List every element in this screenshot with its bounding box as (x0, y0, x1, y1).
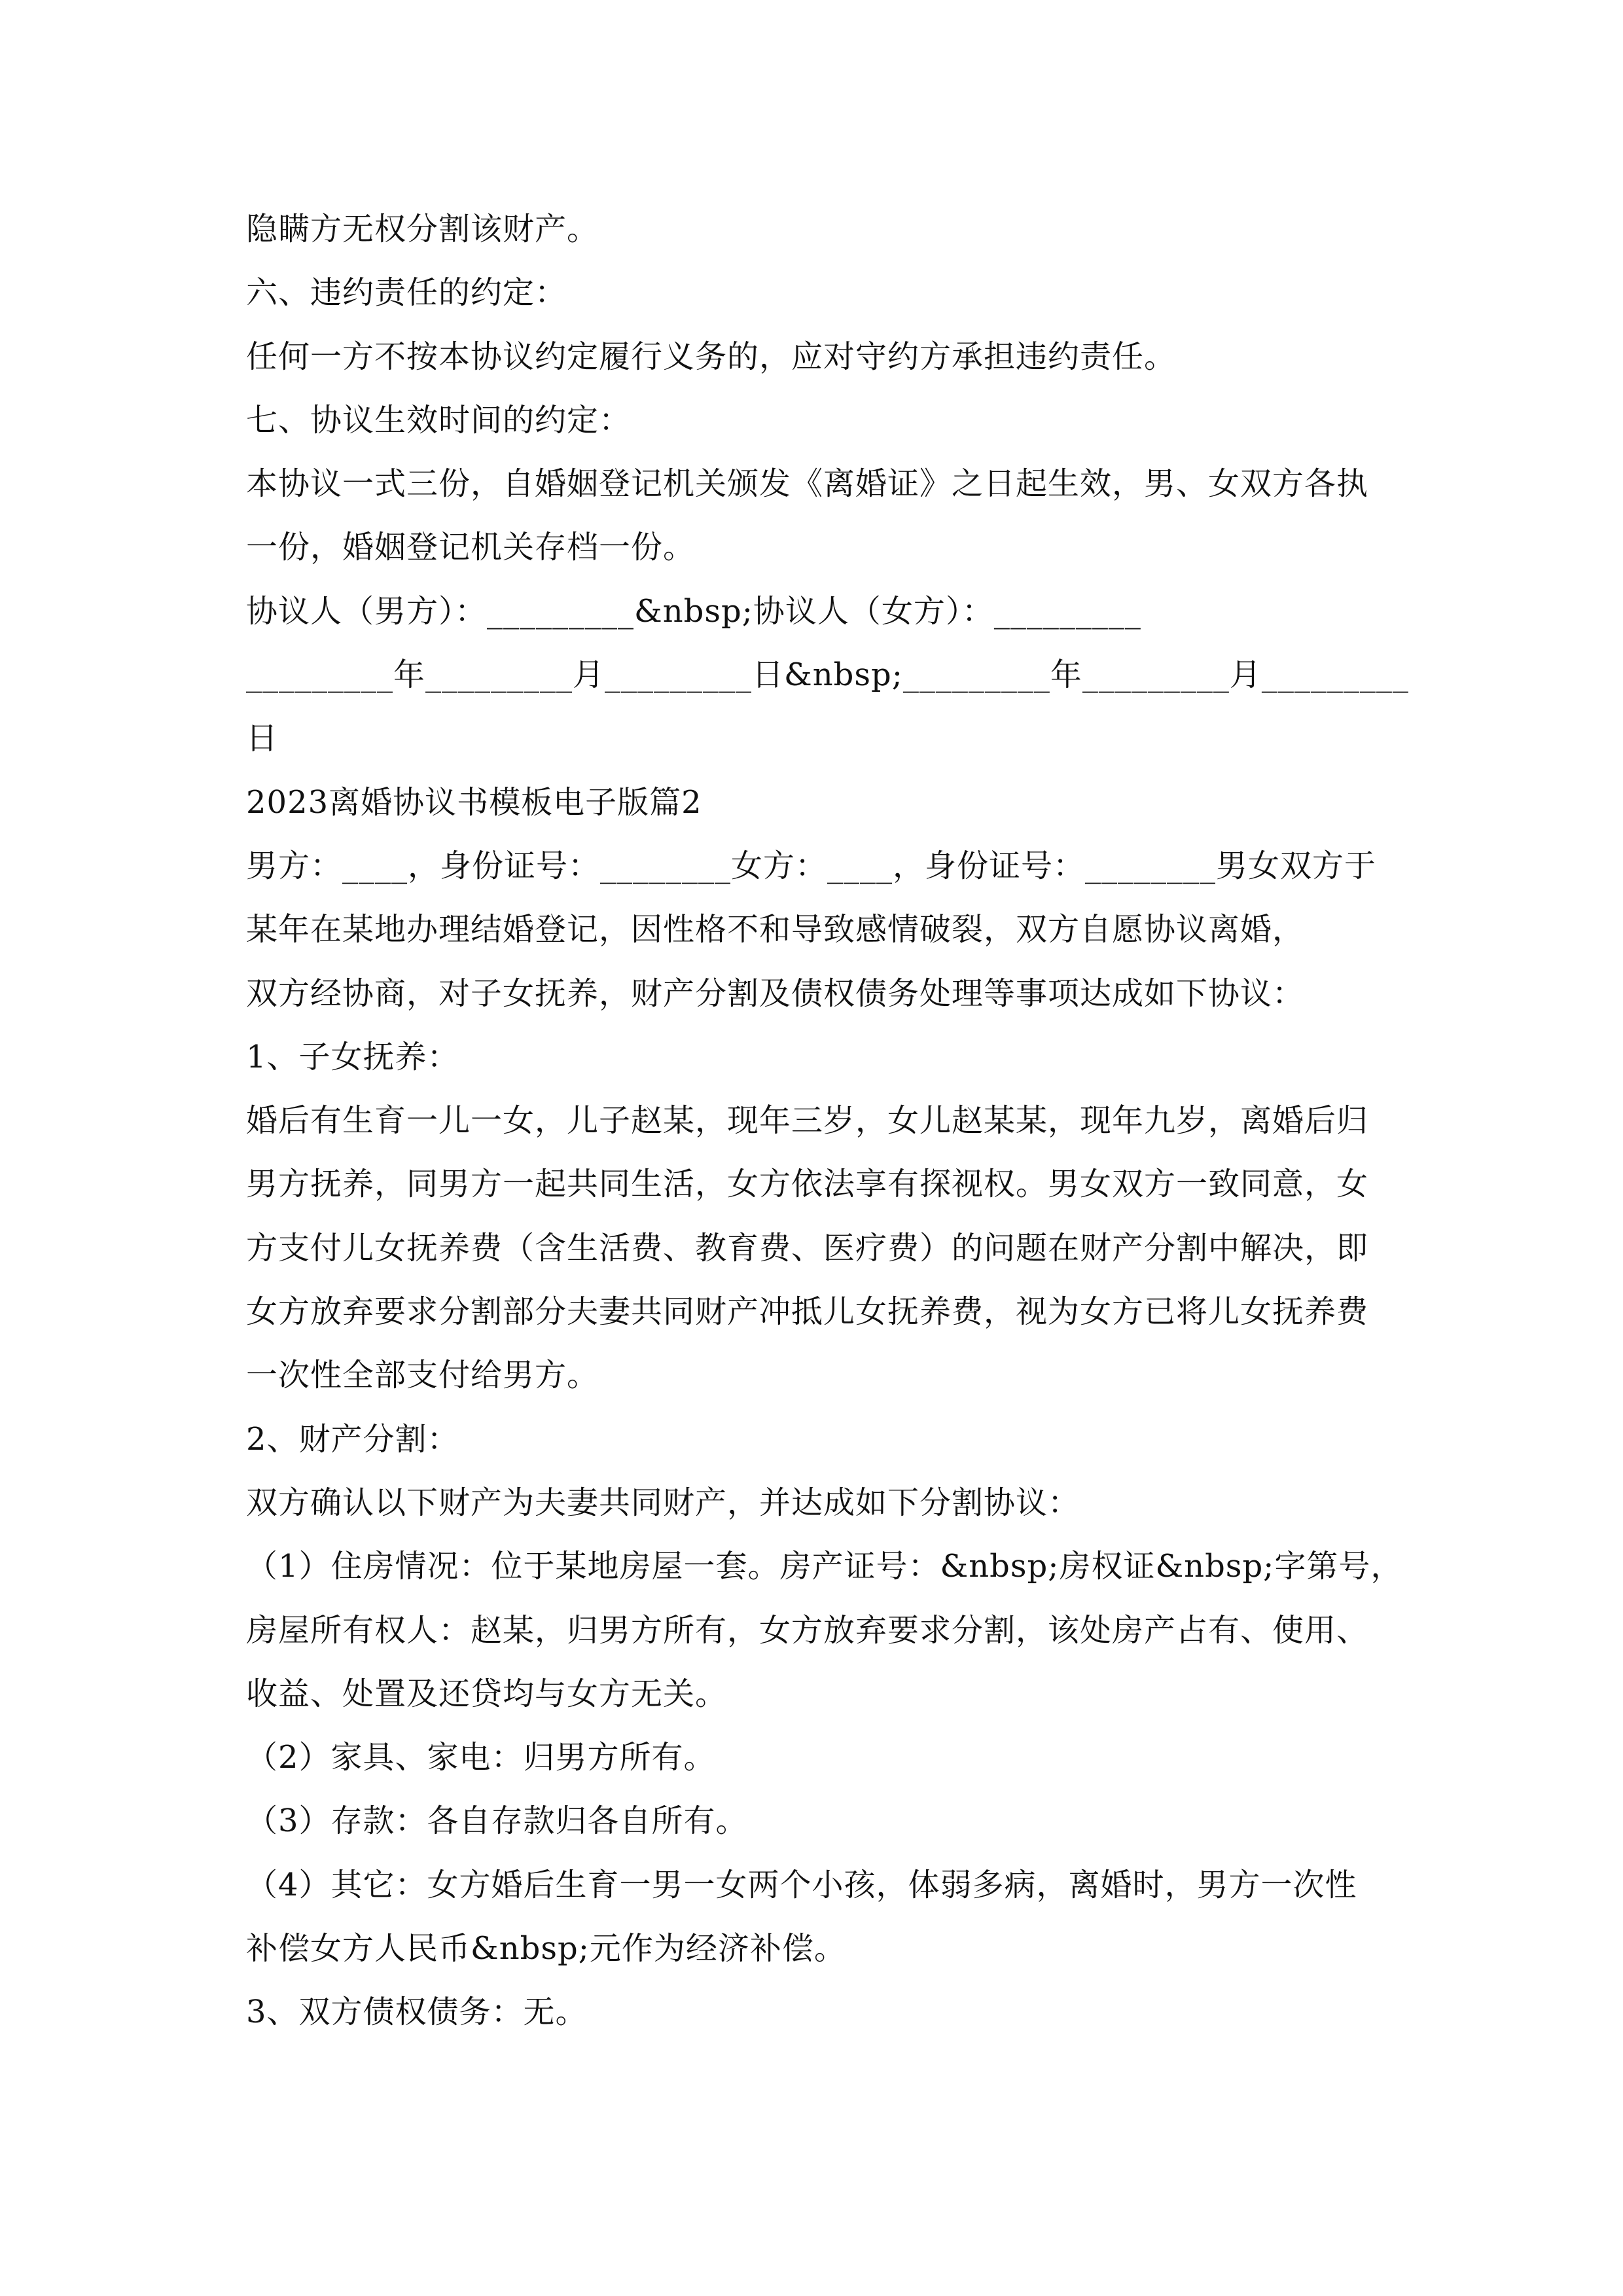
text-line: 房屋所有权人：赵某，归男方所有，女方放弃要求分割，该处房产占有、使用、 (246, 1611, 1369, 1649)
text-line: 1、子女抚养： (246, 1038, 459, 1075)
text-line: 某年在某地办理结婚登记，因性格不和导致感情破裂，双方自愿协议离婚， (246, 911, 1305, 948)
text-line: 2、财产分割： (246, 1420, 459, 1458)
text-line: （1）住房情况：位于某地房屋一套。房产证号：&nbsp;房权证&nbsp;字第号， (246, 1548, 1403, 1585)
text-line: 日 (246, 720, 279, 757)
text-line: 补偿女方人民币&nbsp;元作为经济补偿。 (246, 1930, 846, 1967)
text-line: （4）其它：女方婚后生育一男一女两个小孩，体弱多病，离婚时，男方一次性 (246, 1866, 1357, 1903)
text-line: 2023离婚协议书模板电子版篇2 (246, 783, 702, 821)
text-line: 女方放弃要求分割部分夫妻共同财产冲抵儿女抚养费，视为女方已将儿女抚养费 (246, 1293, 1369, 1331)
text-line: _________年_________月_________日&nbsp;_________年_________月_________ (246, 656, 1409, 694)
text-line: 收益、处置及还贷均与女方无关。 (246, 1675, 728, 1712)
text-line: 男方抚养，同男方一起共同生活，女方依法享有探视权。男女双方一致同意，女 (246, 1166, 1369, 1203)
text-line: 七、协议生效时间的约定： (246, 401, 632, 439)
text-line: 一份，婚姻登记机关存档一份。 (246, 529, 696, 566)
text-line: 隐瞒方无权分割该财产。 (246, 211, 599, 247)
text-line: 婚后有生育一儿一女，儿子赵某，现年三岁，女儿赵某某，现年九岁，离婚后归 (246, 1102, 1369, 1139)
text-line: 本协议一式三份，自婚姻登记机关颁发《离婚证》之日起生效，男、女双方各执 (246, 465, 1369, 503)
text-line: 男方：____，身份证号：________女方：____，身份证号：________男女双方于 (246, 847, 1377, 884)
text-line: 协议人（男方）：_________&nbsp;协议人（女方）：_________ (246, 592, 1141, 630)
document-body (246, 198, 1411, 2045)
text-line: 方支付儿女抚养费（含生活费、教育费、医疗费）的问题在财产分割中解决，即 (246, 1229, 1369, 1266)
text-line: 3、双方债权债务：无。 (246, 1994, 588, 2031)
text-line: 双方经协商，对子女抚养，财产分割及债权债务处理等事项达成如下协议： (246, 975, 1305, 1012)
text-line: 一次性全部支付给男方。 (246, 1357, 599, 1394)
text-line: 双方确认以下财产为夫妻共同财产，并达成如下分割协议： (246, 1484, 1080, 1521)
text-line: 六、违约责任的约定： (246, 274, 567, 312)
text-line: 任何一方不按本协议约定履行义务的，应对守约方承担违约责任。 (246, 338, 1177, 375)
text-line: （3）存款：各自存款归各自所有。 (246, 1803, 748, 1840)
text-line: （2）家具、家电：归男方所有。 (246, 1739, 716, 1776)
